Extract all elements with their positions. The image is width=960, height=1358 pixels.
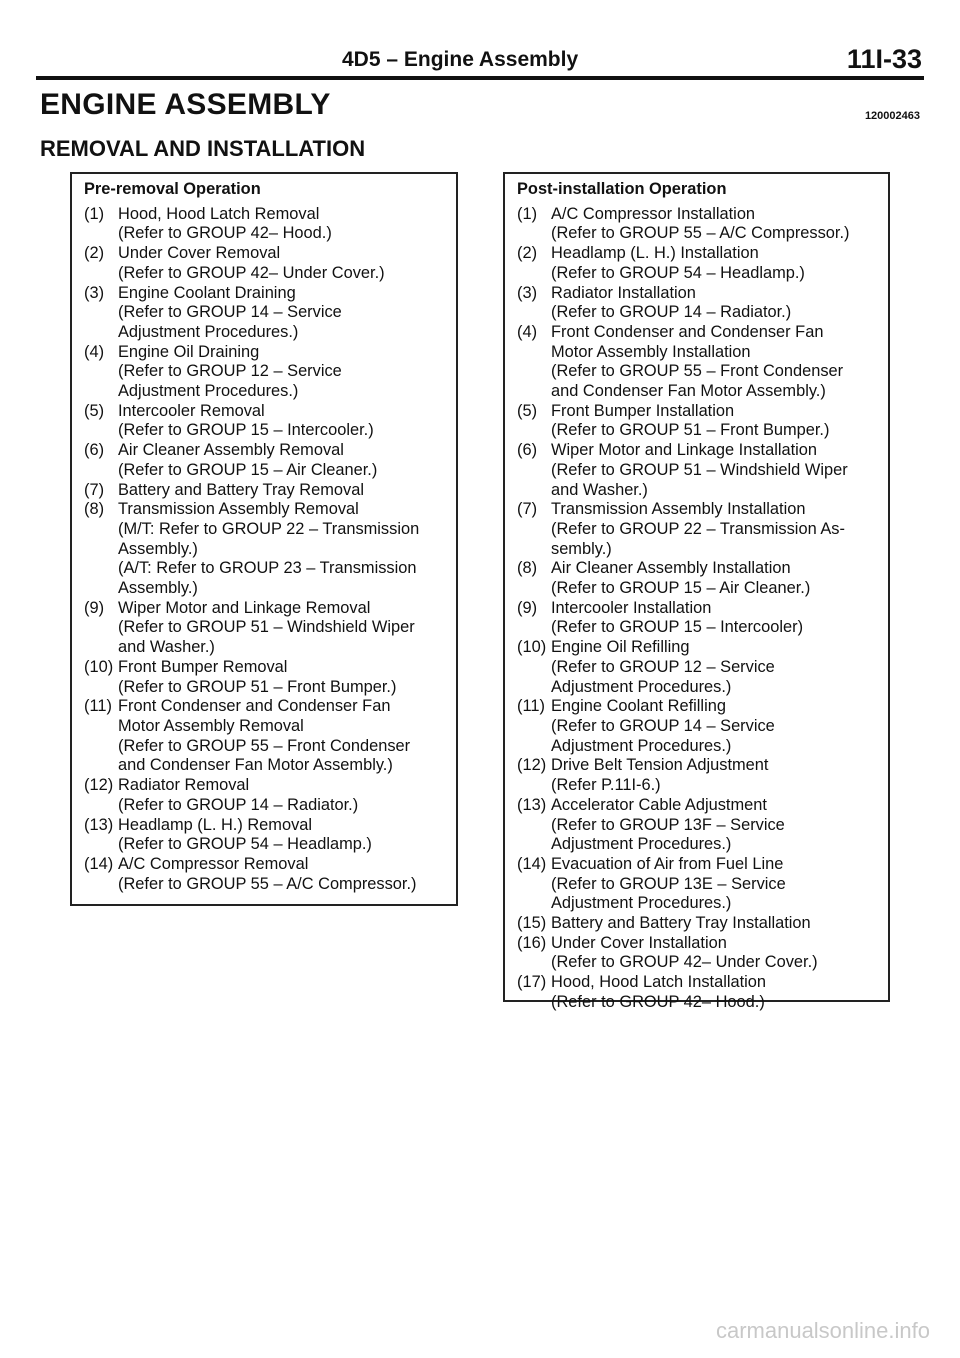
list-item [517,756,878,795]
item-text [551,402,878,441]
item-reference: Motor Assembly Installation [551,342,751,361]
item-text [118,205,446,244]
page-title: ENGINE ASSEMBLY [40,88,331,121]
item-number: (6) [517,441,538,460]
item-title: Transmission Assembly Installation [551,500,806,519]
item-reference: (Refer to GROUP 51 – Windshield Wiper [551,460,848,479]
item-reference: Adjustment Procedures.) [118,322,299,341]
item-number: (12) [517,756,547,775]
item-title: Battery and Battery Tray Removal [118,480,364,499]
item-title: Hood, Hood Latch Removal [118,204,320,223]
item-reference: (Refer to GROUP 15 – Intercooler) [551,618,804,637]
list-item [517,205,878,244]
item-reference: Assembly.) [118,539,198,558]
item-reference: and Washer.) [118,638,215,657]
item-reference: (Refer to GROUP 12 – Service [118,362,342,381]
item-reference: (Refer to GROUP 42– Under Cover.) [551,953,818,972]
item-title: Under Cover Removal [118,244,281,263]
item-title: Front Condenser and Condenser Fan [551,322,824,341]
item-number: (7) [517,500,538,519]
item-text [118,481,446,501]
list-item [517,559,878,598]
list-item [84,776,446,815]
item-number: (16) [517,933,547,952]
item-reference: (Refer to GROUP 55 – A/C Compressor.) [118,874,417,893]
list-item [517,599,878,638]
item-reference: (Refer to GROUP 13F – Service [551,815,785,834]
item-title: Transmission Assembly Removal [118,500,359,519]
item-reference: (Refer to GROUP 42– Hood.) [551,992,765,1011]
item-number: (17) [517,973,547,992]
item-text [118,816,446,855]
item-text [551,697,878,756]
item-reference: (Refer to GROUP 55 – Front Condenser [551,362,844,381]
item-title: Under Cover Installation [551,933,727,952]
item-number: (13) [84,815,114,834]
item-reference: (Refer to GROUP 51 – Windshield Wiper [118,618,415,637]
item-number: (13) [517,795,547,814]
list-item [84,599,446,658]
list-item [84,855,446,894]
item-text [551,559,878,598]
item-reference: and Condenser Fan Motor Assembly.) [118,756,393,775]
item-reference: (Refer to GROUP 22 – Transmission As- [551,519,845,538]
list-item [84,343,446,402]
item-reference: (Refer to GROUP 15 – Air Cleaner.) [551,579,811,598]
section-title: 4D5 – Engine Assembly [342,48,579,71]
item-reference: (Refer to GROUP 42– Hood.) [118,224,332,243]
item-text [551,500,878,559]
page-header [0,44,960,78]
post-installation-list [517,205,878,1013]
item-text [118,441,446,480]
item-reference: (Refer to GROUP 51 – Front Bumper.) [551,421,830,440]
item-title: Front Bumper Installation [551,401,735,420]
item-reference: Adjustment Procedures.) [551,894,732,913]
item-number: (12) [84,776,114,795]
item-number: (4) [84,342,105,361]
list-item [84,658,446,697]
post-installation-heading: Post-installation Operation [517,180,727,198]
watermark: carmanualsonline.info [715,1318,930,1343]
list-item [517,697,878,756]
list-item [517,500,878,559]
item-title: Battery and Battery Tray Installation [551,914,811,933]
list-item [84,205,446,244]
item-text [118,343,446,402]
item-reference: sembly.) [551,539,612,558]
item-title: Evacuation of Air from Fuel Line [551,854,784,873]
item-number: (8) [517,559,538,578]
item-title: Accelerator Cable Adjustment [551,795,767,814]
item-title: Drive Belt Tension Adjustment [551,756,769,775]
item-text [551,638,878,697]
item-title: Intercooler Installation [551,598,712,617]
item-number: (2) [517,244,538,263]
item-number: (8) [84,500,105,519]
item-text [551,244,878,283]
item-number: (9) [84,598,105,617]
item-reference: (Refer P.11I-6.) [551,776,661,795]
item-title: Headlamp (L. H.) Installation [551,244,759,263]
list-item [517,402,878,441]
item-reference: Motor Assembly Removal [118,716,304,735]
section-subtitle: REMOVAL AND INSTALLATION [40,136,366,161]
item-text [118,284,446,343]
item-reference: (Refer to GROUP 51 – Front Bumper.) [118,677,397,696]
item-title: Radiator Removal [118,776,250,795]
post-installation-box [503,172,890,1011]
item-number: (4) [517,322,538,341]
item-number: (1) [517,204,538,223]
item-text [551,441,878,500]
item-text [118,697,446,776]
item-title: Engine Coolant Refilling [551,697,726,716]
item-reference: Adjustment Procedures.) [551,835,732,854]
item-text [118,244,446,283]
item-title: Headlamp (L. H.) Removal [118,815,313,834]
item-reference: Adjustment Procedures.) [551,677,732,696]
list-item [517,973,878,1012]
item-number: (14) [84,854,114,873]
item-number: (15) [517,914,547,933]
item-reference: (Refer to GROUP 42– Under Cover.) [118,263,385,282]
item-title: A/C Compressor Removal [118,854,309,873]
pre-removal-heading: Pre-removal Operation [84,180,261,198]
item-number: (5) [517,401,538,420]
list-item [84,697,446,776]
document-code: 120002463 [864,110,920,122]
item-text [118,658,446,697]
item-reference: (Refer to GROUP 13E – Service [551,874,786,893]
item-number: (10) [517,638,547,657]
item-reference: (Refer to GROUP 54 – Headlamp.) [118,835,372,854]
item-reference: (M/T: Refer to GROUP 22 – Transmission [118,519,420,538]
list-item [517,934,878,973]
item-number: (1) [84,204,105,223]
item-title: Intercooler Removal [118,401,265,420]
item-text [551,914,878,934]
item-reference: (A/T: Refer to GROUP 23 – Transmission [118,559,417,578]
item-title: Wiper Motor and Linkage Installation [551,441,818,460]
item-title: Hood, Hood Latch Installation [551,973,767,992]
pre-removal-list [84,205,446,895]
item-number: (10) [84,657,114,676]
item-reference: (Refer to GROUP 55 – A/C Compressor.) [551,224,850,243]
page-number: 11I-33 [846,44,922,74]
item-number: (3) [517,283,538,302]
list-item [517,914,878,934]
item-number: (11) [84,697,112,716]
item-number: (5) [84,401,105,420]
item-number: (11) [517,697,545,716]
item-text [551,599,878,638]
list-item [517,244,878,283]
item-number: (7) [84,480,105,499]
item-reference: (Refer to GROUP 15 – Air Cleaner.) [118,460,378,479]
list-item [84,500,446,599]
item-title: A/C Compressor Installation [551,204,756,223]
item-text [551,796,878,855]
pre-removal-box [70,172,458,906]
list-item [84,816,446,855]
item-reference: (Refer to GROUP 55 – Front Condenser [118,736,411,755]
item-reference: (Refer to GROUP 15 – Intercooler.) [118,421,374,440]
item-title: Engine Coolant Draining [118,283,296,302]
item-reference: (Refer to GROUP 14 – Service [551,716,775,735]
item-reference: and Washer.) [551,480,648,499]
list-item [84,284,446,343]
item-reference: (Refer to GROUP 14 – Radiator.) [118,795,359,814]
item-text [118,500,446,599]
item-text [551,323,878,402]
item-reference: Adjustment Procedures.) [118,382,299,401]
list-item [517,323,878,402]
item-reference: (Refer to GROUP 14 – Service [118,303,342,322]
item-reference: (Refer to GROUP 12 – Service [551,657,775,676]
header-rule [36,76,924,80]
item-text [118,402,446,441]
list-item [517,441,878,500]
item-title: Engine Oil Refilling [551,638,690,657]
item-number: (14) [517,854,547,873]
list-item [84,481,446,501]
list-item [84,441,446,480]
list-item [517,796,878,855]
item-text [551,756,878,795]
item-text [551,973,878,1012]
item-text [551,284,878,323]
item-title: Engine Oil Draining [118,342,260,361]
list-item [517,284,878,323]
item-text [118,855,446,894]
item-number: (2) [84,244,105,263]
item-text [118,599,446,658]
item-text [551,855,878,914]
item-number: (9) [517,598,538,617]
item-number: (6) [84,441,105,460]
item-title: Wiper Motor and Linkage Removal [118,598,371,617]
item-reference: Assembly.) [118,579,198,598]
item-reference: (Refer to GROUP 14 – Radiator.) [551,303,792,322]
list-item [517,855,878,914]
item-title: Air Cleaner Assembly Installation [551,559,791,578]
list-item [84,402,446,441]
list-item [517,638,878,697]
item-title: Front Bumper Removal [118,657,288,676]
list-item [84,244,446,283]
item-reference: Adjustment Procedures.) [551,736,732,755]
item-reference: (Refer to GROUP 54 – Headlamp.) [551,263,805,282]
item-title: Radiator Installation [551,283,696,302]
item-text [551,205,878,244]
item-reference: and Condenser Fan Motor Assembly.) [551,382,826,401]
item-number: (3) [84,283,105,302]
item-text [118,776,446,815]
item-title: Front Condenser and Condenser Fan [118,697,391,716]
item-text [551,934,878,973]
item-title: Air Cleaner Assembly Removal [118,441,344,460]
